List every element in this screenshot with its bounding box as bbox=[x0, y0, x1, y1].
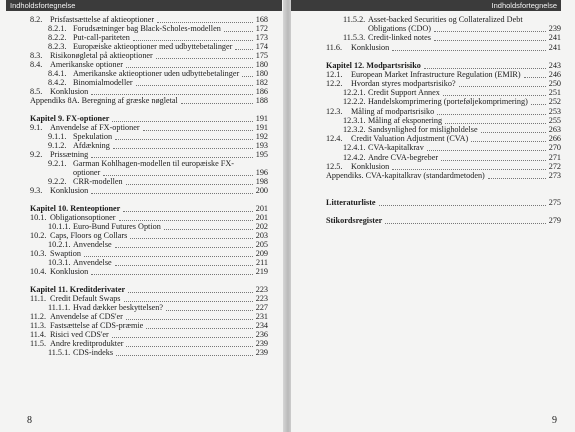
dot-leader bbox=[224, 31, 253, 32]
dot-leader bbox=[471, 141, 546, 142]
dot-leader bbox=[128, 292, 253, 293]
toc-entry-page: 198 bbox=[255, 177, 268, 187]
toc-entry-page: 243 bbox=[548, 60, 561, 70]
toc-entry-number: 12.2.1. bbox=[343, 88, 366, 98]
dot-leader bbox=[181, 103, 253, 104]
dot-leader bbox=[443, 95, 546, 96]
toc-entry-number: 11.5.2. bbox=[343, 15, 366, 24]
toc-entry-text bbox=[30, 186, 88, 196]
toc-entry-title: Obligations (CDO) bbox=[368, 24, 431, 34]
toc-entry-page: 180 bbox=[255, 60, 268, 70]
toc-entry-title: Spekulation bbox=[73, 132, 113, 142]
toc-entry-page: 174 bbox=[255, 42, 268, 52]
toc-entry-text bbox=[48, 348, 113, 358]
toc-entry-page: 168 bbox=[255, 15, 268, 24]
toc-entry-title: Anvendelse af FX-optioner bbox=[50, 123, 140, 133]
toc-entry-page: 211 bbox=[256, 258, 268, 268]
dot-leader bbox=[91, 94, 253, 95]
toc-entry-number: 10.2.1. bbox=[48, 240, 71, 250]
toc-entry-number: 10.1.1. bbox=[48, 222, 71, 232]
toc-entry-title: Handelskomprimering (porteføljekomprimering) bbox=[368, 97, 528, 107]
toc-entry-page: 180 bbox=[255, 69, 268, 79]
toc-entry-text bbox=[30, 267, 88, 277]
toc-entry-page: 172 bbox=[255, 24, 268, 34]
dot-leader bbox=[112, 337, 253, 338]
dot-leader bbox=[136, 85, 253, 86]
toc-entry-number: 9.1. bbox=[30, 123, 43, 133]
dot-leader bbox=[115, 139, 253, 140]
toc-entry-page: 270 bbox=[548, 143, 561, 153]
dot-leader bbox=[126, 67, 253, 68]
toc-entry-title: Konklusion bbox=[351, 161, 390, 171]
left-page bbox=[0, 0, 286, 432]
toc-entry-text bbox=[326, 198, 376, 208]
dot-leader bbox=[392, 50, 546, 51]
toc-entry-page: 231 bbox=[255, 312, 268, 321]
toc-entry-page: 272 bbox=[548, 161, 561, 171]
dot-leader bbox=[91, 157, 253, 158]
toc-entry-title: Konklusion bbox=[50, 87, 89, 97]
toc-entry-title: Put-call-pariteten bbox=[73, 33, 130, 43]
toc-entry-page: 239 bbox=[548, 24, 561, 34]
dot-leader bbox=[437, 114, 546, 115]
toc-entry-title: Stikordsregister bbox=[326, 215, 383, 225]
toc-entry-number: 10.4. bbox=[30, 267, 47, 277]
toc-entry-number: 11.5. bbox=[30, 339, 47, 349]
toc-entry-title: Caps, Floors og Collars bbox=[50, 231, 128, 241]
toc-entry-title: Kapitel 12. Modpartsrisiko bbox=[326, 60, 421, 70]
toc-entry-title: Swaption bbox=[50, 249, 81, 259]
toc-entry-page: 195 bbox=[255, 150, 268, 160]
toc-entry-title: Konklusion bbox=[351, 42, 390, 52]
left-page-number: 8 bbox=[27, 415, 32, 426]
toc-entry-number: 11.1. bbox=[30, 293, 47, 303]
toc-entry-page: 239 bbox=[255, 348, 268, 358]
dot-leader bbox=[119, 220, 253, 221]
toc-entry-number: 11.3. bbox=[30, 321, 47, 331]
toc-entry-number: 8.2.2. bbox=[48, 33, 67, 43]
toc-entry-page: 223 bbox=[255, 293, 268, 303]
toc-entry-title: Kapitel 9. FX-optioner bbox=[30, 114, 110, 123]
toc-entry-title: Sandsynlighed for misligholdelse bbox=[368, 125, 478, 134]
toc-entry-title: Andre kreditprodukter bbox=[50, 339, 124, 349]
toc-entry-title: Kapitel 11. Kreditderivater bbox=[30, 284, 126, 294]
dot-leader bbox=[103, 175, 253, 176]
dot-leader bbox=[385, 223, 546, 224]
toc-entry-page: 201 bbox=[255, 213, 268, 222]
toc-entry-title: Appendiks 8A. Beregning af græske nøgletal bbox=[30, 96, 178, 106]
dot-leader bbox=[531, 104, 546, 105]
toc-entry-page: 246 bbox=[548, 69, 561, 79]
toc-entry-page: 273 bbox=[548, 171, 561, 180]
toc-entry-number: 10.3.1. bbox=[48, 258, 71, 268]
toc-entry-number: 12.4.1. bbox=[343, 143, 366, 153]
toc-entry-page: 241 bbox=[548, 42, 561, 52]
toc-entry-page: 239 bbox=[255, 339, 268, 349]
toc-entry-number: 12.3.2. bbox=[343, 125, 366, 134]
dot-leader bbox=[113, 148, 253, 149]
toc-entry-number: 12.4.2. bbox=[343, 152, 366, 162]
dot-leader bbox=[427, 150, 546, 151]
toc-entry-title: Konklusion bbox=[50, 186, 89, 196]
toc-entry-number: 12.4. bbox=[326, 134, 343, 144]
toc-entry-page: 263 bbox=[548, 125, 561, 134]
toc-entry-page: 205 bbox=[255, 240, 268, 250]
toc-entry-title: Forudsætninger bag Black-Scholes-modellen bbox=[73, 24, 221, 34]
dot-leader bbox=[112, 121, 253, 122]
toc-entry-page: 236 bbox=[255, 330, 268, 340]
toc-entry-page: 196 bbox=[255, 168, 268, 178]
dot-leader bbox=[242, 76, 253, 77]
toc-entry-text bbox=[326, 43, 389, 53]
toc-entry-page: 186 bbox=[255, 87, 268, 97]
toc-entry-number: 11.2. bbox=[30, 312, 47, 321]
toc-entry-text bbox=[326, 216, 382, 226]
dot-leader bbox=[157, 22, 253, 23]
toc-entry-title: Risici ved CDS'er bbox=[50, 330, 109, 340]
toc-entry bbox=[326, 171, 561, 181]
toc-entry bbox=[326, 43, 561, 53]
toc-entry-title: Europæiske aktieoptioner med udbyttebetalinger bbox=[73, 42, 233, 52]
toc-entry-page: 252 bbox=[548, 97, 561, 107]
toc-entry-title: Anvendelse af CDS'er bbox=[50, 312, 123, 321]
toc-entry-page: 193 bbox=[255, 141, 268, 151]
toc-entry-page: 182 bbox=[255, 78, 268, 88]
dot-leader bbox=[441, 160, 546, 161]
toc-entry-title: Andre CVA-begreber bbox=[368, 152, 439, 162]
toc-entry-number: 9.1.2. bbox=[48, 141, 67, 151]
toc-entry-page: 271 bbox=[548, 152, 561, 162]
toc-entry-title: Credit Support Annex bbox=[368, 88, 440, 98]
toc-entry-title: Hvad dækker beskyttelsen? bbox=[73, 302, 164, 312]
dot-leader bbox=[379, 205, 546, 206]
toc-entry-number: 10.3. bbox=[30, 249, 47, 259]
toc-entry-page: 219 bbox=[255, 267, 268, 277]
toc-entry-page: 188 bbox=[255, 96, 268, 106]
toc-entry-number: 11.4. bbox=[30, 330, 47, 340]
toc-entry-title: Credit-linked notes bbox=[368, 33, 431, 43]
dot-leader bbox=[166, 310, 253, 311]
toc-entry-page: 175 bbox=[255, 51, 268, 61]
toc-entry-number: 11.5.1. bbox=[48, 348, 71, 358]
toc-entry-page: 191 bbox=[255, 114, 268, 123]
toc-entry-page: 234 bbox=[255, 321, 268, 331]
toc-entry-page: 191 bbox=[255, 123, 268, 133]
toc-entry-number: 12.1. bbox=[326, 69, 343, 79]
toc-entry-title: Hvordan styres modpartsrisiko? bbox=[351, 79, 456, 88]
toc-entry-number: 12.3. bbox=[326, 106, 343, 116]
right-page-number: 9 bbox=[552, 415, 557, 426]
toc-entry-number: 8.2.3. bbox=[48, 42, 67, 52]
toc-entry-title: Binomialmodeller bbox=[73, 78, 133, 88]
dot-leader bbox=[445, 123, 546, 124]
toc-entry-title: Fastsættelse af CDS-præmie bbox=[50, 321, 144, 331]
dot-leader bbox=[156, 58, 253, 59]
toc-entry-title: Euro-Bund Futures Option bbox=[73, 222, 161, 232]
toc-entry-page: 200 bbox=[255, 186, 268, 196]
toc-entry-title: Kapitel 10. Renteoptioner bbox=[30, 203, 121, 213]
left-running-header: Indholdsfortegnelse bbox=[6, 0, 282, 11]
toc-entry-number: 9.1.1. bbox=[48, 132, 67, 142]
dot-leader bbox=[126, 319, 253, 320]
toc-entry-title: Credit Valuation Adjustment (CVA) bbox=[351, 134, 469, 144]
toc-entry-title: Prisfastsættelse af aktieoptioner bbox=[50, 15, 155, 24]
toc-entry-number: 12.2.2. bbox=[343, 97, 366, 107]
dot-leader bbox=[91, 274, 253, 275]
toc-entry-number: 8.5. bbox=[30, 87, 43, 97]
toc-entry-title: Asset-backed Securities og Collateralized Debt bbox=[368, 15, 523, 24]
dot-leader bbox=[424, 68, 546, 69]
dot-leader bbox=[392, 169, 546, 170]
dot-leader bbox=[143, 130, 253, 131]
toc-entry-title: European Market Infrastructure Regulation (EMIR) bbox=[351, 69, 521, 79]
dot-leader bbox=[116, 355, 253, 356]
toc-entry-page: 250 bbox=[548, 79, 561, 88]
toc-entry-title: Konklusion bbox=[50, 267, 89, 277]
toc-entry-page: 209 bbox=[255, 249, 268, 259]
dot-leader bbox=[124, 301, 253, 302]
toc-entry-title: CRR-modellen bbox=[73, 177, 123, 187]
dot-leader bbox=[434, 40, 546, 41]
dot-leader bbox=[84, 256, 253, 257]
dot-leader bbox=[459, 86, 546, 87]
toc-entry-title: CVA-kapitalkrav bbox=[368, 143, 424, 153]
toc-entry-title: Risikonøgletal på aktieoptioner bbox=[50, 51, 153, 61]
toc-entry-number: 12.3.1. bbox=[343, 115, 366, 125]
dot-leader bbox=[133, 40, 253, 41]
toc-entry-page: 253 bbox=[548, 106, 561, 116]
dot-leader bbox=[115, 247, 253, 248]
toc-entry-number: 8.4. bbox=[30, 60, 43, 70]
toc-entry-title: Amerikanske optioner bbox=[50, 60, 123, 70]
toc-entry-number: 10.1. bbox=[30, 213, 47, 222]
toc-entry-title: Måling af eksponering bbox=[368, 115, 443, 125]
toc-entry-title: Garman Kohlhagen-modellen til europæiske FX- bbox=[73, 159, 234, 169]
toc-entry-page: 203 bbox=[255, 231, 268, 241]
dot-leader bbox=[130, 238, 253, 239]
toc-entry-page: 223 bbox=[255, 284, 268, 294]
toc-entry-page: 202 bbox=[255, 222, 268, 232]
toc-entry-number: 11.6. bbox=[326, 42, 343, 52]
toc-entry-page: 251 bbox=[548, 88, 561, 98]
toc-entry bbox=[326, 216, 561, 226]
toc-entry-title: Afdækning bbox=[73, 141, 110, 151]
dot-leader bbox=[123, 211, 253, 212]
dot-leader bbox=[164, 229, 253, 230]
toc-entry-number: 8.3. bbox=[30, 51, 43, 61]
dot-leader bbox=[488, 178, 546, 179]
dot-leader bbox=[126, 184, 253, 185]
toc-entry-page: 241 bbox=[548, 33, 561, 43]
toc-entry-number: 9.2.2. bbox=[48, 177, 67, 187]
toc-entry-title: Obligationsoptioner bbox=[50, 213, 116, 222]
dot-leader bbox=[235, 49, 253, 50]
toc-entry-number: 9.2.1. bbox=[48, 159, 67, 169]
toc-entry-number: 8.4.1. bbox=[48, 69, 67, 79]
dot-leader bbox=[91, 193, 253, 194]
toc-entry bbox=[30, 348, 268, 358]
toc-entry-number: 12.2. bbox=[326, 79, 343, 88]
toc-entry-number: 11.1.1. bbox=[48, 302, 71, 312]
toc-entry-title: Måling af modpartsrisiko bbox=[351, 106, 435, 116]
right-running-header: Indholdsfortegnelse bbox=[291, 0, 561, 11]
toc-entry-number: 9.2. bbox=[30, 150, 43, 160]
toc-entry-title: Anvendelse bbox=[73, 258, 112, 268]
toc-entry-number: 10.2. bbox=[30, 231, 47, 241]
toc-entry bbox=[30, 186, 268, 196]
toc-entry bbox=[30, 96, 268, 106]
toc-entry-title: Credit Default Swaps bbox=[50, 293, 121, 303]
toc-entry-page: 266 bbox=[548, 134, 561, 144]
toc-entry-text bbox=[30, 96, 178, 106]
dot-leader bbox=[524, 77, 546, 78]
toc-entry-title: Anvendelse bbox=[73, 240, 112, 250]
right-page bbox=[291, 0, 575, 432]
toc-entry-page: 275 bbox=[548, 197, 561, 207]
dot-leader bbox=[126, 346, 253, 347]
toc-entry-number: 8.4.2. bbox=[48, 78, 67, 88]
toc-entry-page: 201 bbox=[255, 203, 268, 213]
toc-entry-number: 12.5. bbox=[326, 161, 343, 171]
toc-entry-title: Prissætning bbox=[50, 150, 89, 160]
toc-entry-number: 8.2.1. bbox=[48, 24, 67, 34]
toc-entry-page: 279 bbox=[548, 215, 561, 225]
toc-entry-page: 173 bbox=[255, 33, 268, 43]
dot-leader bbox=[434, 31, 546, 32]
toc-entry-number: 11.5.3. bbox=[343, 33, 366, 43]
toc-entry-page: 255 bbox=[548, 115, 561, 125]
dot-leader bbox=[146, 328, 253, 329]
dot-leader bbox=[481, 132, 546, 133]
toc-entry-number: 9.3. bbox=[30, 186, 43, 196]
dot-leader bbox=[115, 265, 253, 266]
toc-entry-title: Amerikanske aktieoptioner uden udbyttebetalinger bbox=[73, 69, 240, 79]
toc-entry-text bbox=[326, 171, 485, 181]
toc-entry-title: CDS-indeks bbox=[73, 348, 114, 358]
toc-entry bbox=[30, 267, 268, 277]
toc-entry-title: Litteraturliste bbox=[326, 197, 376, 207]
toc-entry-number: 8.2. bbox=[30, 15, 43, 24]
toc-entry-page: 192 bbox=[255, 132, 268, 142]
toc-entry-page: 227 bbox=[255, 302, 268, 312]
toc-entry-title: Appendiks. CVA-kapitalkrav (standardmetoden) bbox=[326, 171, 485, 180]
toc-entry-title: optioner bbox=[73, 168, 101, 178]
toc-entry bbox=[326, 198, 561, 208]
